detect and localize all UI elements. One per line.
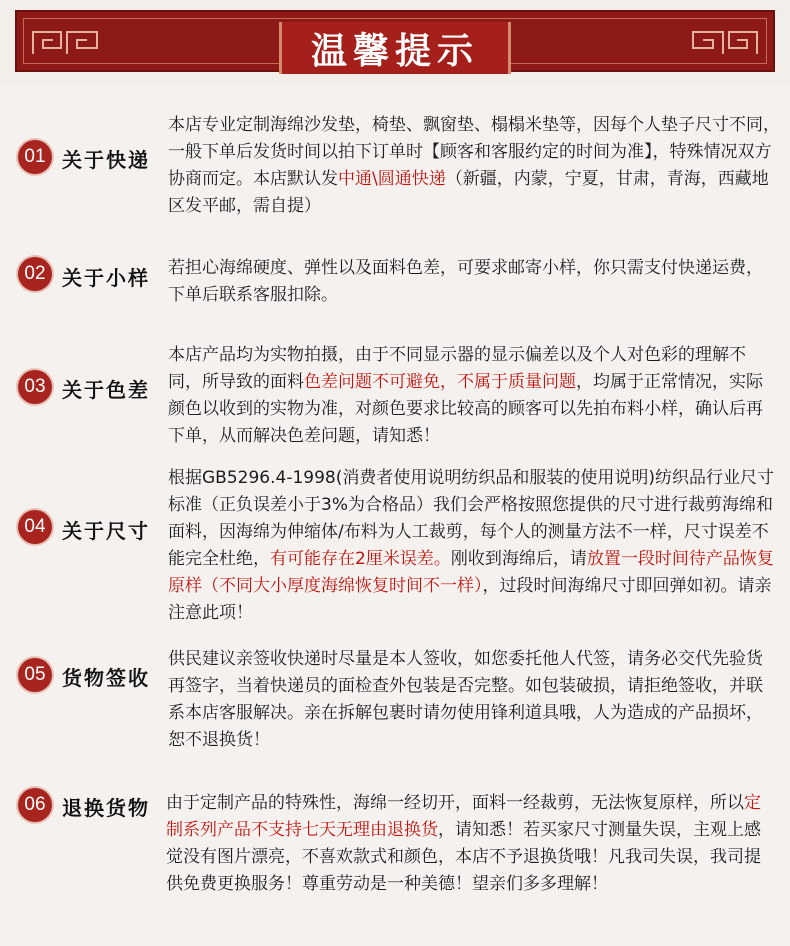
body-text: 由于定制产品的特殊性，海绵一经切开，面料一经裁剪，无法恢复原样，所以: [166, 793, 744, 813]
body-text: （新疆，内蒙，宁夏，甘肃，青海，西藏地区发平邮，需自提）: [168, 169, 769, 216]
body-text: ，过段时间海绵尺寸即回弹如初。请亲注意此项！: [168, 576, 772, 623]
section-number-badge: 05: [18, 658, 52, 692]
section-label: 关于小样: [62, 266, 150, 290]
title-banner: [15, 10, 775, 72]
highlight-text: 中通\圆通快递: [338, 169, 446, 189]
fret-ornament-icon: [689, 28, 759, 56]
page-title: 温馨提示: [310, 29, 479, 72]
body-text: 本店专业定制海绵沙发垫，椅垫、飘窗垫、榻榻米垫等，因每个人垫子尺寸不同，一般下单后发货时间以拍下订单时【顾客和客服约定的时间为准】，特殊情况双方协商而定。本店默认发: [168, 115, 780, 189]
title-plaque: [279, 22, 511, 74]
body-text: 刚收到海绵后，请: [450, 549, 587, 569]
section-text: [168, 342, 768, 450]
section-text: [168, 255, 768, 309]
body-text: 若担心海绵硬度、弹性以及面料色差，可要求邮寄小样，你只需支付快递运费，下单后联系客服扣除。: [168, 258, 763, 305]
section-number-badge: 02: [18, 257, 52, 291]
section-text: [168, 646, 768, 754]
section-label: 关于色差: [62, 378, 150, 402]
highlight-text: 有可能存在2厘米误差。: [270, 549, 451, 569]
section-number-badge: 03: [18, 370, 52, 404]
highlight-text: 定制系列产品不支持七天无理由退换货: [166, 793, 761, 840]
highlight-text: 色差问题不可避免，不属于质量问题: [304, 372, 576, 392]
section-label: 关于尺寸: [62, 519, 150, 543]
fret-ornament-icon: [31, 28, 101, 56]
body-text: ，均属于正常情况，实际颜色以收到的实物为准，对颜色要求比较高的顾客可以先拍布料小样，确认后再下单，从而解决色差问题，请知悉！: [168, 372, 763, 446]
body-text: 本店产品均为实物拍摄，由于不同显示器的显示偏差以及个人对色彩的理解不同，所导致的面料: [168, 345, 746, 392]
section-label: 关于快递: [62, 148, 150, 172]
section-number-badge: 06: [18, 788, 52, 822]
section-label: 货物签收: [62, 666, 150, 690]
highlight-text: 放置一段时间待产品恢复原样（不同大小厚度海绵恢复时间不一样）: [168, 549, 774, 596]
section-text: [166, 790, 768, 898]
header: [0, 0, 790, 86]
body-text: 根据GB5296.4-1998(消费者使用说明纺织品和服装的使用说明)纺织品行业尺寸标准（正负误差小于3%为合格品）我们会严格按照您提供的尺寸进行裁剪海绵和面料，因海绵为伸缩体/布料为人工裁剪，每个人的测量方法不一样，尺寸误差不能完全杜绝，: [168, 468, 774, 569]
section-label: 退换货物: [62, 796, 150, 820]
body-text: 供民建议亲签收快递时尽量是本人签收，如您委托他人代签，请务必交代先验货再签字，当着快递员的面检查外包装是否完整。如包装破损，请拒绝签收，并联系本店客服解决。亲在拆解包裹时请勿使用锋利道具哦，人为造成的产品损坏，恕不退换货！: [168, 649, 763, 750]
section-number-badge: 04: [18, 510, 52, 544]
section-number-badge: 01: [18, 140, 52, 174]
section-text: [168, 112, 780, 220]
section-text: [168, 465, 780, 627]
body-text: ，请知悉！若买家尺寸测量失误，主观上感觉没有图片漂亮，不喜欢款式和颜色，本店不予退换货哦！凡我司失误，我司提供免费更换服务！尊重劳动是一种美德！望亲们多多理解！: [166, 820, 761, 894]
